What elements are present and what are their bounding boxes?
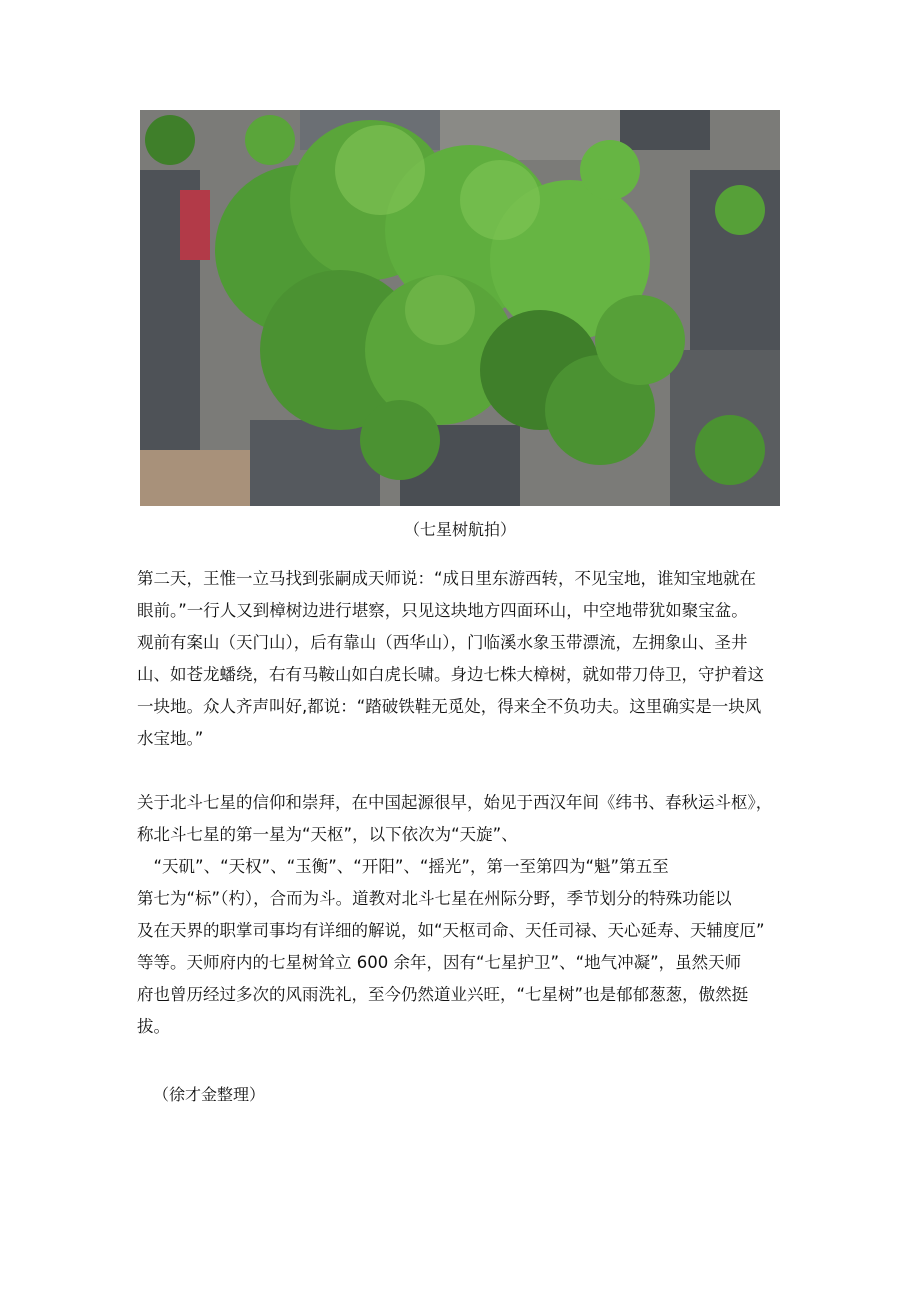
text-line: 等等。天师府内的七星树耸立 600 余年，因有“七星护卫”、“地气冲凝”，虽然天师	[137, 953, 742, 972]
text-line: 及在天界的职掌司事均有详细的解说，如“天枢司命、天任司禄、天心延寿、天辅度厄”	[137, 921, 765, 940]
paragraph-story	[137, 563, 787, 755]
photo-caption: （七星树航拍）	[403, 520, 516, 539]
text-line: 眼前。”一行人又到樟树边进行堪察，只见这块地方四面环山，中空地带犹如聚宝盆。	[137, 601, 748, 620]
text-line: 水宝地。”	[137, 729, 204, 748]
text-line: 一块地。众人齐声叫好,都说：“踏破铁鞋无觅处，得来全不负功夫。这里确实是一块风	[137, 697, 762, 716]
text-line: “天矶”、“天权”、“玉衡”、“开阳”、“摇光”，第一至第四为“魁”第五至	[137, 857, 669, 876]
aerial-photo	[140, 110, 780, 506]
text-line: 府也曾历经过多次的风雨洗礼，至今仍然道业兴旺，“七星树”也是郁郁葱葱，傲然挺	[137, 985, 749, 1004]
text-line: 观前有案山（天门山），后有靠山（西华山），门临溪水象玉带漂流，左拥象山、圣井	[137, 633, 748, 652]
author-credit: （徐才金整理）	[153, 1085, 266, 1104]
text-line: 第二天，王惟一立马找到张嗣成天师说：“成日里东游西转，不见宝地，谁知宝地就在	[137, 569, 757, 588]
text-line: 关于北斗七星的信仰和崇拜，在中国起源很早，始见于西汉年间《纬书、春秋运斗枢》，	[137, 793, 773, 812]
text-line: 第七为“标”（杓），合而为斗。道教对北斗七星在州际分野，季节划分的特殊功能以	[137, 889, 732, 908]
text-line: 称北斗七星的第一星为“天枢”，以下依次为“天旋”、	[137, 825, 518, 844]
aerial-tree-canopy-illustration	[140, 110, 780, 506]
text-line: 山、如苍龙蟠绕，右有马鞍山如白虎长啸。身边七株大樟树，就如带刀侍卫，守护着这	[137, 665, 764, 684]
text-line: 拔。	[137, 1017, 170, 1036]
paragraph-big-dipper	[137, 787, 787, 1043]
